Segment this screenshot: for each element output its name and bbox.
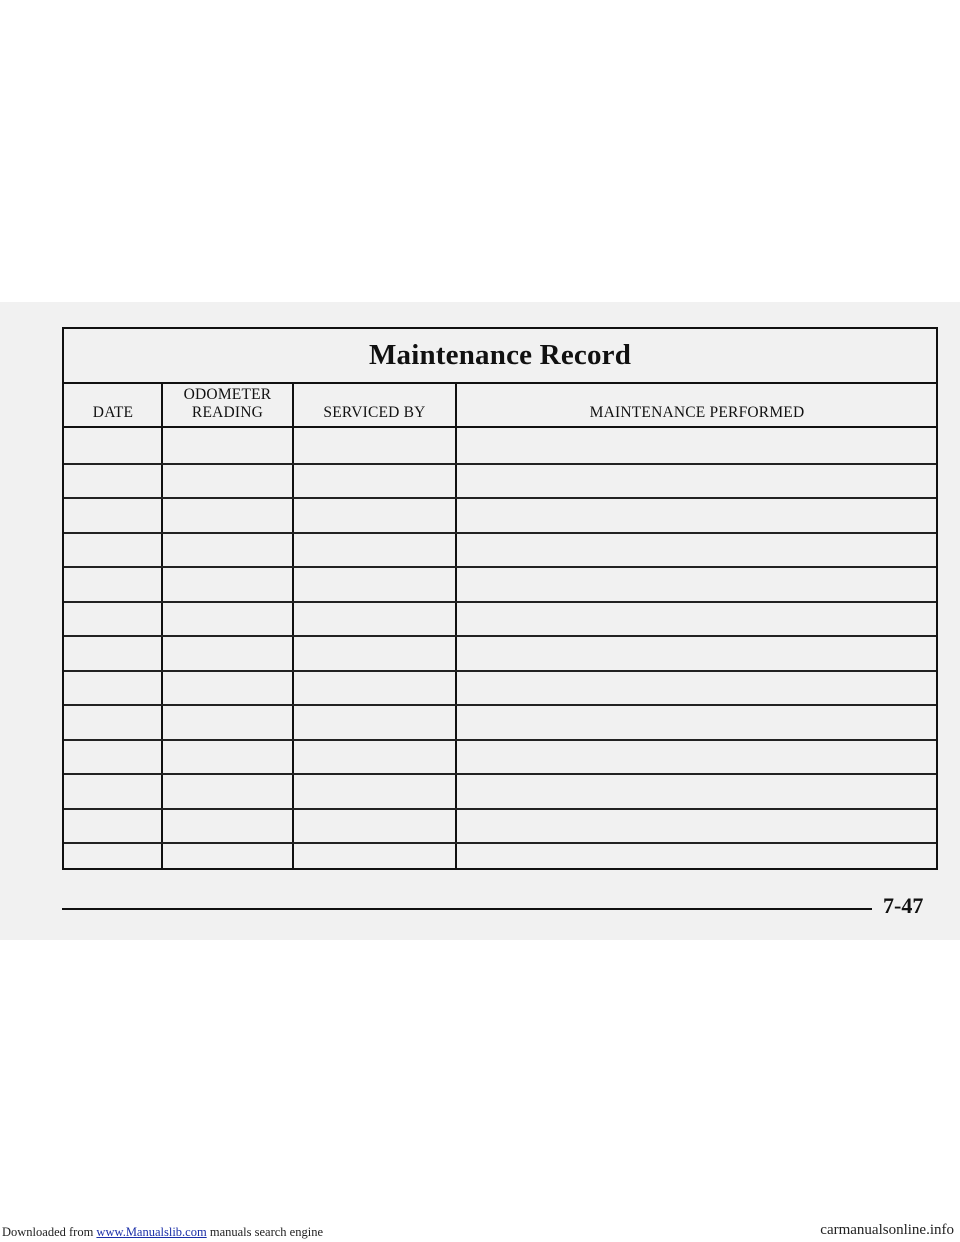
row-divider [64,704,936,706]
odometer-header-line2: READING [191,404,264,421]
column-header-row [64,384,936,428]
table-title-row [64,329,936,384]
footer-rule [62,908,872,910]
table-title: Maintenance Record [368,339,632,371]
column-header-date [64,384,162,426]
column-divider [161,384,163,868]
row-divider [64,739,936,741]
row-divider [64,808,936,810]
serviced-by-header-label: SERVICED BY [323,404,426,421]
row-divider [64,566,936,568]
row-divider [64,497,936,499]
manual-page [0,302,960,940]
row-divider [64,601,936,603]
watermark-prefix: Downloaded from [2,1225,97,1239]
row-divider [64,532,936,534]
column-divider [292,384,294,868]
date-header-label: DATE [92,404,134,421]
maintenance-header-label: MAINTENANCE PERFORMED [589,404,805,421]
column-header-maintenance [456,384,938,426]
watermark-suffix: manuals search engine [206,1225,323,1239]
row-divider [64,842,936,844]
maintenance-record-table [62,327,938,870]
row-divider [64,670,936,672]
site-watermark: carmanualsonline.info [820,1222,954,1238]
row-divider [64,773,936,775]
page-number: 7-47 [883,893,924,918]
download-watermark [2,1225,323,1240]
row-divider [64,463,936,465]
row-divider [64,635,936,637]
column-header-serviced-by [293,384,456,426]
odometer-header-line1: ODOMETER [183,386,272,403]
column-header-odometer [162,384,293,426]
manualslib-link[interactable]: www.Manualslib.com [96,1225,207,1239]
column-divider [455,384,457,868]
